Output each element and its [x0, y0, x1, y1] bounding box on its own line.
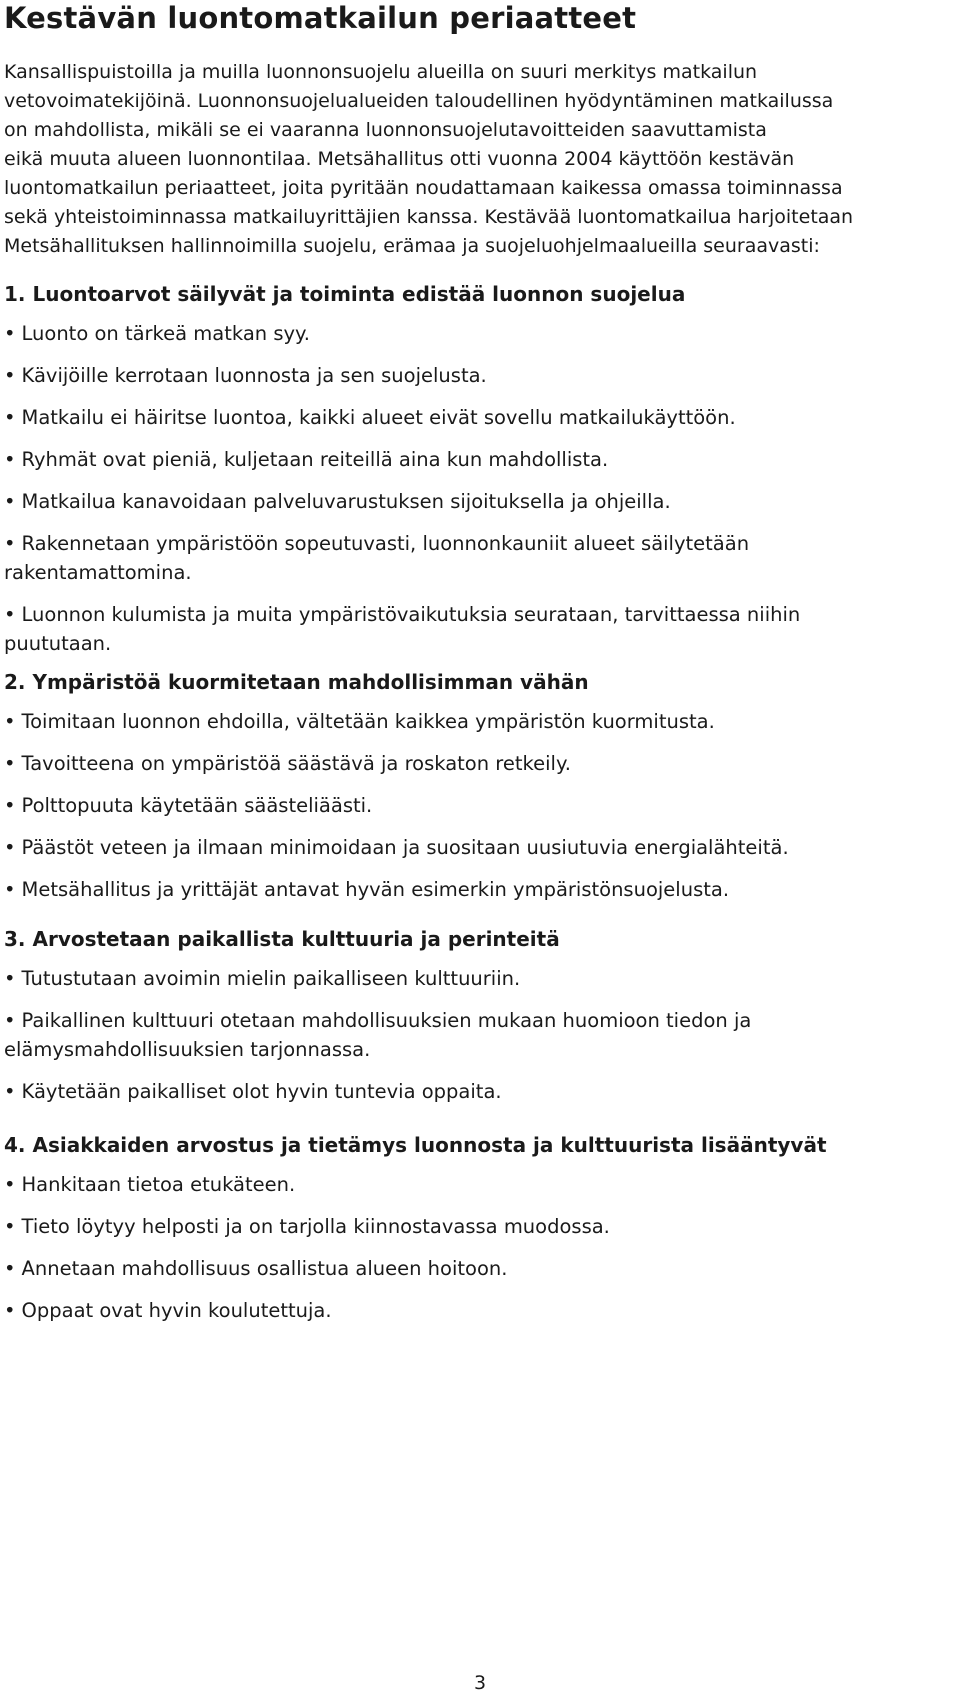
document-title: Kestävän luontomatkailun periaatteet [4, 1, 637, 35]
list-item-text: Hankitaan tietoa etukäteen. [21, 1173, 296, 1196]
bullet-icon: • [4, 836, 16, 859]
list-item [4, 361, 904, 390]
list-item [4, 749, 904, 778]
list-item [4, 1212, 904, 1241]
list-item-text: Ryhmät ovat pieniä, kuljetaan reiteillä aina kun mahdollista. [21, 448, 609, 471]
list-item-line [4, 1035, 904, 1064]
list-item-text: Matkailu ei häiritse luontoa, kaikki alueet eivät sovellu matkailukäyttöön. [21, 406, 736, 429]
bullet-icon: • [4, 532, 16, 555]
list-item-line [4, 1170, 904, 1199]
bullet-icon: • [4, 1009, 16, 1032]
bullet-icon: • [4, 967, 16, 990]
list-item-text: Luonnon kulumista ja muita ympäristövaikutuksia seurataan, tarvittaessa niihin [21, 603, 801, 626]
list-item-line [4, 629, 904, 658]
list-item-text: Rakennetaan ympäristöön sopeutuvasti, luonnonkauniit alueet säilytetään [21, 532, 750, 555]
list-item-text: Annetaan mahdollisuus osallistua alueen hoitoon. [21, 1257, 508, 1280]
list-item-line [4, 875, 904, 904]
list-item-text: elämysmahdollisuuksien tarjonnassa. [4, 1038, 371, 1061]
list-item-text: Tieto löytyy helposti ja on tarjolla kiinnostavassa muodossa. [21, 1215, 610, 1238]
intro-line: on mahdollista, mikäli se ei vaaranna luonnonsuojelutavoitteiden saavuttamista [4, 119, 767, 141]
bullet-icon: • [4, 710, 16, 733]
list-item-line [4, 749, 904, 778]
list-item [4, 875, 904, 904]
section-4 [4, 1131, 904, 1325]
bullet-icon: • [4, 1299, 16, 1322]
section-heading: 2. Ympäristöä kuormitetaan mahdollisimman vähän [4, 670, 589, 694]
list-item-text: Oppaat ovat hyvin koulutettuja. [21, 1299, 332, 1322]
list-item-line [4, 445, 904, 474]
list-item-line [4, 833, 904, 862]
list-item-line [4, 1254, 904, 1283]
intro-line: luontomatkailun periaatteet, joita pyritään noudattamaan kaikessa omassa toiminnassa [4, 177, 843, 199]
list-item-line [4, 1212, 904, 1241]
list-item [4, 1170, 904, 1199]
list-item-line [4, 319, 904, 348]
section-2 [4, 668, 904, 904]
list-item-text: puututaan. [4, 632, 112, 655]
list-item [4, 833, 904, 862]
list-item-line [4, 707, 904, 736]
section-heading: 3. Arvostetaan paikallista kulttuuria ja perinteitä [4, 927, 560, 951]
section-heading: 1. Luontoarvot säilyvät ja toiminta edistää luonnon suojelua [4, 282, 686, 306]
list-item-text: Paikallinen kulttuuri otetaan mahdollisuuksien mukaan huomioon tiedon ja [21, 1009, 752, 1032]
list-item-text: Luonto on tärkeä matkan syy. [21, 322, 311, 345]
list-item-text: Tavoitteena on ympäristöä säästävä ja roskaton retkeily. [21, 752, 571, 775]
list-item [4, 600, 904, 658]
list-item-text: Käytetään paikalliset olot hyvin tuntevia oppaita. [21, 1080, 502, 1103]
intro-line: Metsähallituksen hallinnoimilla suojelu, erämaa ja suojeluohjelmaalueilla seuraavasti: [4, 235, 820, 257]
list-item-text: Toimitaan luonnon ehdoilla, vältetään kaikkea ympäristön kuormitusta. [21, 710, 715, 733]
list-item-line [4, 1296, 904, 1325]
bullet-icon: • [4, 322, 16, 345]
list-item-text: Polttopuuta käytetään säästeliäästi. [21, 794, 373, 817]
list-item [4, 1006, 904, 1064]
list-item [4, 791, 904, 820]
bullet-icon: • [4, 752, 16, 775]
intro-paragraph [4, 58, 960, 261]
bullet-icon: • [4, 603, 16, 626]
list-item-text: rakentamattomina. [4, 561, 192, 584]
list-item-line [4, 791, 904, 820]
intro-line: vetovoimatekijöinä. Luonnonsuojelualueiden taloudellinen hyödyntäminen matkailussa [4, 90, 834, 112]
section-3 [4, 925, 904, 1106]
bullet-icon: • [4, 364, 16, 387]
section-heading: 4. Asiakkaiden arvostus ja tietämys luonnosta ja kulttuurista lisääntyvät [4, 1133, 827, 1157]
list-item-text: Kävijöille kerrotaan luonnosta ja sen suojelusta. [21, 364, 487, 387]
intro-line: sekä yhteistoiminnassa matkailuyrittäjien kanssa. Kestävää luontomatkailua harjoitetaan [4, 206, 854, 228]
bullet-list [4, 1170, 904, 1325]
intro-line: Kansallispuistoilla ja muilla luonnonsuojelu alueilla on suuri merkitys matkailun [4, 61, 758, 83]
bullet-icon: • [4, 794, 16, 817]
list-item [4, 529, 904, 587]
list-item [4, 707, 904, 736]
list-item-line [4, 361, 904, 390]
list-item-line [4, 558, 904, 587]
list-item-text: Metsähallitus ja yrittäjät antavat hyvän esimerkin ympäristönsuojelusta. [21, 878, 730, 901]
bullet-icon: • [4, 1215, 16, 1238]
list-item [4, 964, 904, 993]
bullet-icon: • [4, 1173, 16, 1196]
list-item-line [4, 1006, 904, 1035]
intro-line: eikä muuta alueen luonnontilaa. Metsähallitus otti vuonna 2004 käyttöön kestävän [4, 148, 795, 170]
bullet-icon: • [4, 1080, 16, 1103]
list-item [4, 445, 904, 474]
list-item-text: Matkailua kanavoidaan palveluvarustuksen sijoituksella ja ohjeilla. [21, 490, 671, 513]
bullet-icon: • [4, 406, 16, 429]
bullet-list [4, 964, 904, 1106]
list-item-line [4, 964, 904, 993]
list-item-line [4, 403, 904, 432]
bullet-icon: • [4, 448, 16, 471]
bullet-list [4, 319, 904, 658]
list-item-line [4, 1077, 904, 1106]
list-item-text: Tutustutaan avoimin mielin paikalliseen kulttuuriin. [21, 967, 521, 990]
list-item [4, 1254, 904, 1283]
list-item [4, 487, 904, 516]
section-1 [4, 280, 904, 658]
bullet-icon: • [4, 1257, 16, 1280]
list-item-line [4, 487, 904, 516]
page-number: 3 [474, 1672, 487, 1694]
list-item [4, 319, 904, 348]
list-item [4, 1296, 904, 1325]
bullet-icon: • [4, 490, 16, 513]
bullet-list [4, 707, 904, 904]
list-item-line [4, 529, 904, 558]
list-item [4, 1077, 904, 1106]
list-item-text: Päästöt veteen ja ilmaan minimoidaan ja suositaan uusiutuvia energialähteitä. [21, 836, 789, 859]
bullet-icon: • [4, 878, 16, 901]
list-item-line [4, 600, 904, 629]
list-item [4, 403, 904, 432]
